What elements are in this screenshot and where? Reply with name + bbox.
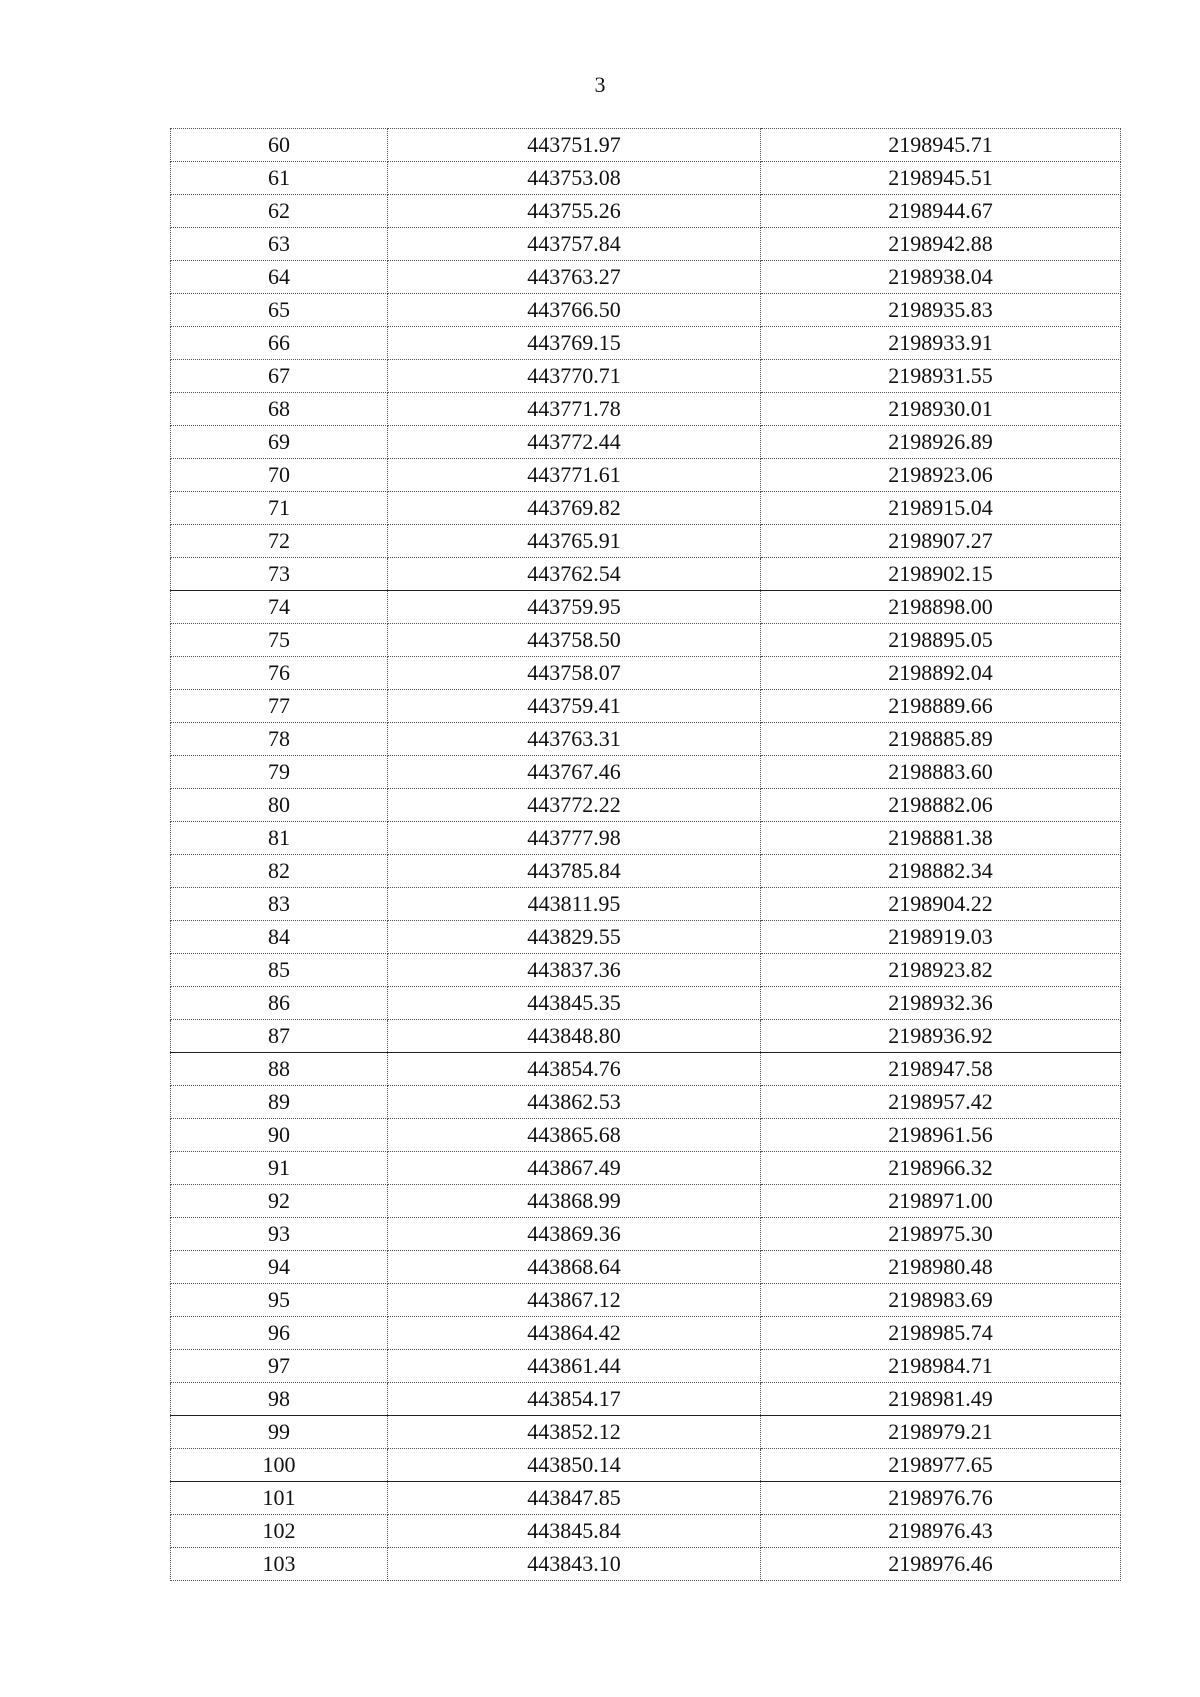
table-row bbox=[171, 1449, 1121, 1482]
point-number-cell: 61 bbox=[171, 162, 388, 195]
table-row bbox=[171, 393, 1121, 426]
y-coordinate-cell: 2198907.27 bbox=[761, 525, 1121, 558]
table-row bbox=[171, 1020, 1121, 1053]
table-row bbox=[171, 1548, 1121, 1581]
point-number-cell: 98 bbox=[171, 1383, 388, 1416]
point-number-cell: 79 bbox=[171, 756, 388, 789]
point-number-cell: 69 bbox=[171, 426, 388, 459]
x-coordinate-cell: 443829.55 bbox=[388, 921, 761, 954]
point-number-cell: 78 bbox=[171, 723, 388, 756]
x-coordinate-cell: 443864.42 bbox=[388, 1317, 761, 1350]
page-number: 3 bbox=[594, 72, 606, 97]
x-coordinate-cell: 443845.35 bbox=[388, 987, 761, 1020]
table-row bbox=[171, 459, 1121, 492]
x-coordinate-cell: 443763.31 bbox=[388, 723, 761, 756]
y-coordinate-cell: 2198976.46 bbox=[761, 1548, 1121, 1581]
y-coordinate-cell: 2198881.38 bbox=[761, 822, 1121, 855]
y-coordinate-cell: 2198919.03 bbox=[761, 921, 1121, 954]
x-coordinate-cell: 443868.64 bbox=[388, 1251, 761, 1284]
table-row bbox=[171, 261, 1121, 294]
point-number-cell: 66 bbox=[171, 327, 388, 360]
point-number-cell: 65 bbox=[171, 294, 388, 327]
y-coordinate-cell: 2198979.21 bbox=[761, 1416, 1121, 1449]
table-row bbox=[171, 789, 1121, 822]
y-coordinate-cell: 2198932.36 bbox=[761, 987, 1121, 1020]
point-number-cell: 81 bbox=[171, 822, 388, 855]
point-number-cell: 100 bbox=[171, 1449, 388, 1482]
y-coordinate-cell: 2198931.55 bbox=[761, 360, 1121, 393]
table-row bbox=[171, 591, 1121, 624]
y-coordinate-cell: 2198933.91 bbox=[761, 327, 1121, 360]
table-row bbox=[171, 690, 1121, 723]
x-coordinate-cell: 443854.17 bbox=[388, 1383, 761, 1416]
x-coordinate-cell: 443861.44 bbox=[388, 1350, 761, 1383]
table-row bbox=[171, 1482, 1121, 1515]
x-coordinate-cell: 443865.68 bbox=[388, 1119, 761, 1152]
point-number-cell: 84 bbox=[171, 921, 388, 954]
x-coordinate-cell: 443769.15 bbox=[388, 327, 761, 360]
x-coordinate-cell: 443771.78 bbox=[388, 393, 761, 426]
x-coordinate-cell: 443845.84 bbox=[388, 1515, 761, 1548]
table-row bbox=[171, 822, 1121, 855]
x-coordinate-cell: 443811.95 bbox=[388, 888, 761, 921]
y-coordinate-cell: 2198942.88 bbox=[761, 228, 1121, 261]
x-coordinate-cell: 443759.95 bbox=[388, 591, 761, 624]
y-coordinate-cell: 2198944.67 bbox=[761, 195, 1121, 228]
y-coordinate-cell: 2198892.04 bbox=[761, 657, 1121, 690]
table-row bbox=[171, 492, 1121, 525]
x-coordinate-cell: 443757.84 bbox=[388, 228, 761, 261]
y-coordinate-cell: 2198971.00 bbox=[761, 1185, 1121, 1218]
table-row bbox=[171, 162, 1121, 195]
point-number-cell: 67 bbox=[171, 360, 388, 393]
x-coordinate-cell: 443769.82 bbox=[388, 492, 761, 525]
point-number-cell: 96 bbox=[171, 1317, 388, 1350]
point-number-cell: 87 bbox=[171, 1020, 388, 1053]
table-row bbox=[171, 756, 1121, 789]
table-row bbox=[171, 1317, 1121, 1350]
table-row bbox=[171, 228, 1121, 261]
x-coordinate-cell: 443852.12 bbox=[388, 1416, 761, 1449]
coordinates-table bbox=[170, 128, 1121, 1581]
y-coordinate-cell: 2198977.65 bbox=[761, 1449, 1121, 1482]
table-row bbox=[171, 855, 1121, 888]
x-coordinate-cell: 443753.08 bbox=[388, 162, 761, 195]
x-coordinate-cell: 443868.99 bbox=[388, 1185, 761, 1218]
point-number-cell: 72 bbox=[171, 525, 388, 558]
x-coordinate-cell: 443843.10 bbox=[388, 1548, 761, 1581]
point-number-cell: 63 bbox=[171, 228, 388, 261]
y-coordinate-cell: 2198966.32 bbox=[761, 1152, 1121, 1185]
point-number-cell: 101 bbox=[171, 1482, 388, 1515]
y-coordinate-cell: 2198983.69 bbox=[761, 1284, 1121, 1317]
y-coordinate-cell: 2198938.04 bbox=[761, 261, 1121, 294]
point-number-cell: 103 bbox=[171, 1548, 388, 1581]
x-coordinate-cell: 443770.71 bbox=[388, 360, 761, 393]
table-row bbox=[171, 723, 1121, 756]
y-coordinate-cell: 2198930.01 bbox=[761, 393, 1121, 426]
point-number-cell: 86 bbox=[171, 987, 388, 1020]
table-row bbox=[171, 525, 1121, 558]
x-coordinate-cell: 443850.14 bbox=[388, 1449, 761, 1482]
point-number-cell: 85 bbox=[171, 954, 388, 987]
y-coordinate-cell: 2198898.00 bbox=[761, 591, 1121, 624]
x-coordinate-cell: 443847.85 bbox=[388, 1482, 761, 1515]
point-number-cell: 77 bbox=[171, 690, 388, 723]
y-coordinate-cell: 2198889.66 bbox=[761, 690, 1121, 723]
y-coordinate-cell: 2198923.82 bbox=[761, 954, 1121, 987]
point-number-cell: 91 bbox=[171, 1152, 388, 1185]
x-coordinate-cell: 443777.98 bbox=[388, 822, 761, 855]
table-row bbox=[171, 1053, 1121, 1086]
point-number-cell: 76 bbox=[171, 657, 388, 690]
point-number-cell: 68 bbox=[171, 393, 388, 426]
point-number-cell: 83 bbox=[171, 888, 388, 921]
point-number-cell: 80 bbox=[171, 789, 388, 822]
table-row bbox=[171, 1515, 1121, 1548]
y-coordinate-cell: 2198947.58 bbox=[761, 1053, 1121, 1086]
point-number-cell: 64 bbox=[171, 261, 388, 294]
point-number-cell: 93 bbox=[171, 1218, 388, 1251]
y-coordinate-cell: 2198957.42 bbox=[761, 1086, 1121, 1119]
x-coordinate-cell: 443766.50 bbox=[388, 294, 761, 327]
x-coordinate-cell: 443771.61 bbox=[388, 459, 761, 492]
x-coordinate-cell: 443759.41 bbox=[388, 690, 761, 723]
x-coordinate-cell: 443755.26 bbox=[388, 195, 761, 228]
point-number-cell: 62 bbox=[171, 195, 388, 228]
table-row bbox=[171, 426, 1121, 459]
point-number-cell: 88 bbox=[171, 1053, 388, 1086]
y-coordinate-cell: 2198882.34 bbox=[761, 855, 1121, 888]
y-coordinate-cell: 2198882.06 bbox=[761, 789, 1121, 822]
table-row bbox=[171, 327, 1121, 360]
table-row bbox=[171, 1152, 1121, 1185]
y-coordinate-cell: 2198975.30 bbox=[761, 1218, 1121, 1251]
x-coordinate-cell: 443854.76 bbox=[388, 1053, 761, 1086]
table-row bbox=[171, 1185, 1121, 1218]
point-number-cell: 70 bbox=[171, 459, 388, 492]
y-coordinate-cell: 2198981.49 bbox=[761, 1383, 1121, 1416]
x-coordinate-cell: 443837.36 bbox=[388, 954, 761, 987]
point-number-cell: 60 bbox=[171, 129, 388, 162]
y-coordinate-cell: 2198985.74 bbox=[761, 1317, 1121, 1350]
coordinates-table-body bbox=[171, 129, 1121, 1581]
x-coordinate-cell: 443758.50 bbox=[388, 624, 761, 657]
y-coordinate-cell: 2198902.15 bbox=[761, 558, 1121, 591]
x-coordinate-cell: 443758.07 bbox=[388, 657, 761, 690]
x-coordinate-cell: 443767.46 bbox=[388, 756, 761, 789]
point-number-cell: 92 bbox=[171, 1185, 388, 1218]
point-number-cell: 94 bbox=[171, 1251, 388, 1284]
point-number-cell: 90 bbox=[171, 1119, 388, 1152]
table-row bbox=[171, 294, 1121, 327]
x-coordinate-cell: 443848.80 bbox=[388, 1020, 761, 1053]
x-coordinate-cell: 443772.44 bbox=[388, 426, 761, 459]
y-coordinate-cell: 2198976.43 bbox=[761, 1515, 1121, 1548]
x-coordinate-cell: 443765.91 bbox=[388, 525, 761, 558]
y-coordinate-cell: 2198883.60 bbox=[761, 756, 1121, 789]
point-number-cell: 95 bbox=[171, 1284, 388, 1317]
y-coordinate-cell: 2198923.06 bbox=[761, 459, 1121, 492]
table-row bbox=[171, 1119, 1121, 1152]
y-coordinate-cell: 2198961.56 bbox=[761, 1119, 1121, 1152]
y-coordinate-cell: 2198980.48 bbox=[761, 1251, 1121, 1284]
y-coordinate-cell: 2198895.05 bbox=[761, 624, 1121, 657]
table-row bbox=[171, 195, 1121, 228]
point-number-cell: 99 bbox=[171, 1416, 388, 1449]
point-number-cell: 73 bbox=[171, 558, 388, 591]
table-row bbox=[171, 129, 1121, 162]
x-coordinate-cell: 443772.22 bbox=[388, 789, 761, 822]
y-coordinate-cell: 2198915.04 bbox=[761, 492, 1121, 525]
table-row bbox=[171, 657, 1121, 690]
y-coordinate-cell: 2198885.89 bbox=[761, 723, 1121, 756]
y-coordinate-cell: 2198945.51 bbox=[761, 162, 1121, 195]
point-number-cell: 97 bbox=[171, 1350, 388, 1383]
y-coordinate-cell: 2198936.92 bbox=[761, 1020, 1121, 1053]
table-row bbox=[171, 1350, 1121, 1383]
point-number-cell: 82 bbox=[171, 855, 388, 888]
y-coordinate-cell: 2198945.71 bbox=[761, 129, 1121, 162]
table-row bbox=[171, 1416, 1121, 1449]
table-row bbox=[171, 624, 1121, 657]
x-coordinate-cell: 443867.49 bbox=[388, 1152, 761, 1185]
table-row bbox=[171, 558, 1121, 591]
table-row bbox=[171, 1218, 1121, 1251]
y-coordinate-cell: 2198976.76 bbox=[761, 1482, 1121, 1515]
y-coordinate-cell: 2198935.83 bbox=[761, 294, 1121, 327]
point-number-cell: 89 bbox=[171, 1086, 388, 1119]
table-row bbox=[171, 1383, 1121, 1416]
x-coordinate-cell: 443867.12 bbox=[388, 1284, 761, 1317]
table-row bbox=[171, 954, 1121, 987]
point-number-cell: 74 bbox=[171, 591, 388, 624]
point-number-cell: 71 bbox=[171, 492, 388, 525]
x-coordinate-cell: 443869.36 bbox=[388, 1218, 761, 1251]
y-coordinate-cell: 2198926.89 bbox=[761, 426, 1121, 459]
table-row bbox=[171, 921, 1121, 954]
table-row bbox=[171, 1086, 1121, 1119]
table-row bbox=[171, 1284, 1121, 1317]
point-number-cell: 102 bbox=[171, 1515, 388, 1548]
x-coordinate-cell: 443763.27 bbox=[388, 261, 761, 294]
x-coordinate-cell: 443762.54 bbox=[388, 558, 761, 591]
y-coordinate-cell: 2198904.22 bbox=[761, 888, 1121, 921]
table-row bbox=[171, 1251, 1121, 1284]
x-coordinate-cell: 443785.84 bbox=[388, 855, 761, 888]
x-coordinate-cell: 443751.97 bbox=[388, 129, 761, 162]
table-row bbox=[171, 360, 1121, 393]
x-coordinate-cell: 443862.53 bbox=[388, 1086, 761, 1119]
table-row bbox=[171, 987, 1121, 1020]
point-number-cell: 75 bbox=[171, 624, 388, 657]
table-row bbox=[171, 888, 1121, 921]
y-coordinate-cell: 2198984.71 bbox=[761, 1350, 1121, 1383]
